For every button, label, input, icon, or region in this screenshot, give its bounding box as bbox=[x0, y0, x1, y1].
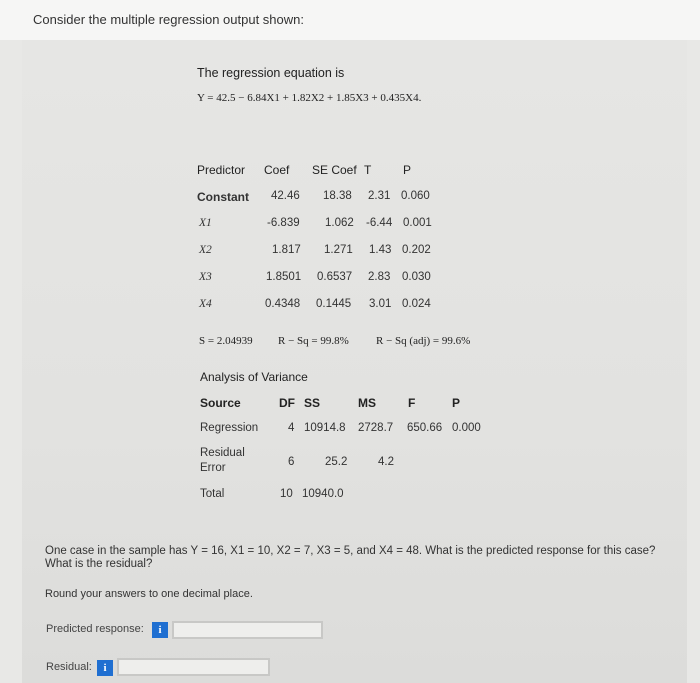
anova-regression-p: 0.000 bbox=[452, 422, 481, 434]
coef-row-p: 0.202 bbox=[402, 244, 431, 256]
predicted-response-label: Predicted response: bbox=[46, 623, 144, 635]
anova-total-df: 10 bbox=[280, 488, 293, 500]
coef-row-secoef: 0.1445 bbox=[316, 298, 352, 310]
equation-label: The regression equation is bbox=[197, 66, 345, 80]
coef-header-secoef: SE Coef bbox=[312, 163, 357, 177]
case-question: One case in the sample has Y = 16, X1 = 10, X2 = 7, X3 = 5, and X4 = 48. What is the predicted response for this case? What is the residual? bbox=[45, 545, 656, 570]
coef-row-t: 1.43 bbox=[369, 244, 392, 256]
coef-row-t: 2.31 bbox=[368, 190, 391, 202]
residual-input[interactable] bbox=[117, 658, 270, 676]
anova-residual-ms: 4.2 bbox=[378, 456, 394, 468]
residual-label: Residual: bbox=[46, 661, 92, 673]
anova-header-f: F bbox=[408, 396, 416, 410]
coef-row-coef: 42.46 bbox=[271, 190, 300, 202]
question-title: Consider the multiple regression output shown: bbox=[33, 12, 304, 27]
coef-header-coef: Coef bbox=[264, 163, 290, 177]
stat-rsq-adj: R − Sq (adj) = 99.6% bbox=[376, 335, 471, 347]
info-icon[interactable]: i bbox=[97, 660, 113, 676]
coef-row-predictor: X1 bbox=[199, 217, 212, 229]
stat-rsq: R − Sq = 99.8% bbox=[278, 335, 349, 347]
anova-header-ms: MS bbox=[358, 396, 376, 410]
info-icon[interactable]: i bbox=[152, 622, 168, 638]
anova-total-source: Total bbox=[200, 488, 225, 500]
stat-s: S = 2.04939 bbox=[199, 335, 253, 347]
anova-header-df: DF bbox=[279, 396, 295, 410]
coef-row-coef: 0.4348 bbox=[265, 298, 301, 310]
anova-regression-ms: 2728.7 bbox=[358, 422, 394, 434]
round-instruction: Round your answers to one decimal place. bbox=[45, 588, 253, 600]
coef-row-predictor: X4 bbox=[199, 298, 212, 310]
regression-equation: Y = 42.5 − 6.84X1 + 1.82X2 + 1.85X3 + 0.435X4. bbox=[197, 92, 422, 104]
coef-row-secoef: 18.38 bbox=[323, 190, 352, 202]
coef-row-coef: 1.8501 bbox=[266, 271, 302, 283]
coef-header-p: P bbox=[403, 163, 412, 177]
anova-regression-source: Regression bbox=[200, 422, 259, 434]
coef-row-coef: -6.839 bbox=[267, 217, 300, 229]
coef-row-p: 0.060 bbox=[401, 190, 430, 202]
coef-row-predictor: Constant bbox=[197, 190, 249, 204]
coef-row-p: 0.030 bbox=[402, 271, 431, 283]
coef-row-secoef: 1.271 bbox=[324, 244, 353, 256]
anova-regression-df: 4 bbox=[288, 422, 295, 434]
predicted-response-input[interactable] bbox=[172, 621, 323, 639]
coef-row-t: -6.44 bbox=[366, 217, 393, 229]
coef-row-secoef: 1.062 bbox=[325, 217, 354, 229]
anova-title: Analysis of Variance bbox=[200, 370, 308, 384]
anova-residual-ss: 25.2 bbox=[325, 456, 348, 468]
anova-header-ss: SS bbox=[304, 396, 321, 410]
output-panel bbox=[22, 40, 687, 683]
coef-row-p: 0.024 bbox=[402, 298, 431, 310]
coef-header-predictor: Predictor bbox=[197, 163, 246, 177]
anova-regression-ss: 10914.8 bbox=[304, 422, 346, 434]
anova-regression-f: 650.66 bbox=[407, 422, 443, 434]
coef-row-coef: 1.817 bbox=[272, 244, 301, 256]
coef-row-t: 2.83 bbox=[368, 271, 391, 283]
anova-total-ss: 10940.0 bbox=[302, 488, 344, 500]
coef-row-predictor: X2 bbox=[199, 244, 212, 256]
coef-header-t: T bbox=[364, 163, 372, 177]
coef-row-p: 0.001 bbox=[403, 217, 432, 229]
coef-row-predictor: X3 bbox=[199, 271, 212, 283]
anova-residual-source-line2: Error bbox=[200, 462, 226, 474]
anova-header-source: Source bbox=[200, 396, 241, 410]
coef-row-secoef: 0.6537 bbox=[317, 271, 353, 283]
coef-row-t: 3.01 bbox=[369, 298, 392, 310]
anova-residual-df: 6 bbox=[288, 456, 295, 468]
anova-residual-source-line1: Residual bbox=[200, 447, 245, 459]
anova-header-p: P bbox=[452, 396, 461, 410]
